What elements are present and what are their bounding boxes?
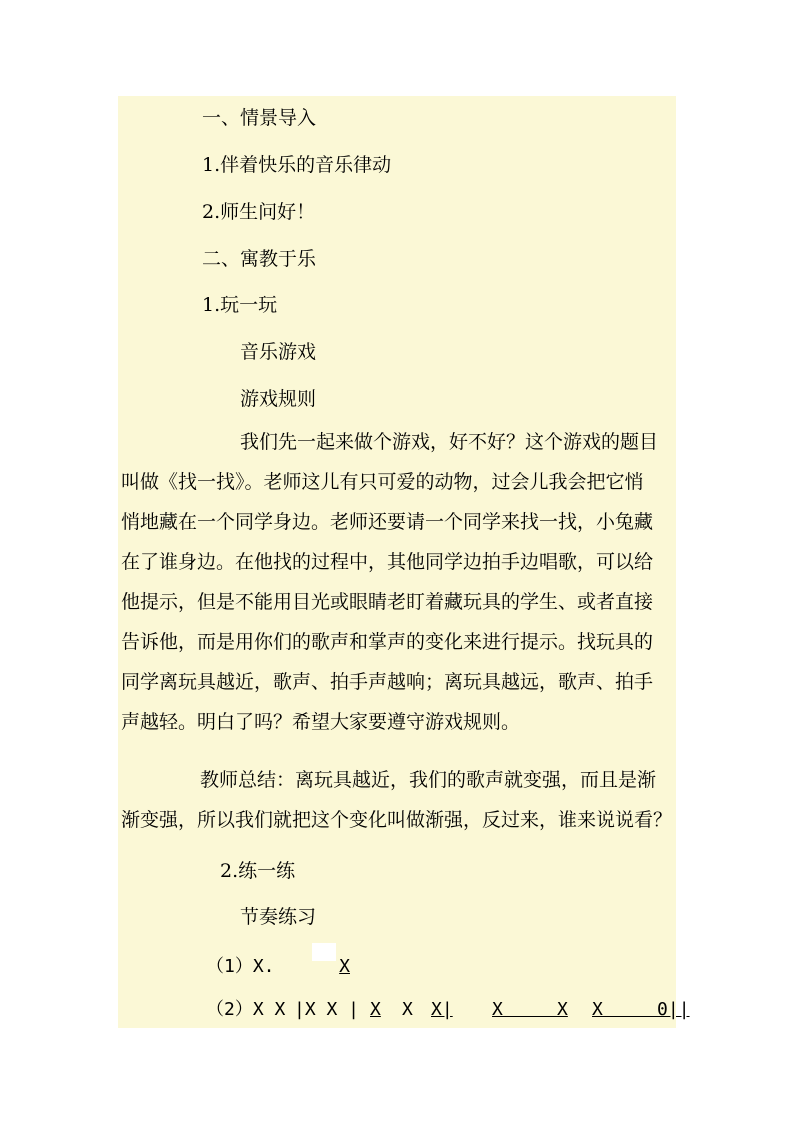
rhythm-label: （1）	[206, 956, 253, 977]
rhythm-note: X X	[252, 999, 286, 1020]
rhythm-line-2-label	[206, 998, 285, 1022]
item-practice: 2.练一练	[220, 860, 296, 882]
subheading-music-game: 音乐游戏	[240, 341, 317, 363]
game-rules-paragraph	[121, 422, 674, 742]
item-greeting: 2.师生问好！	[202, 201, 316, 223]
paragraph-line: 悄地藏在一个同学身边。老师还要请一个同学来找一找，小兔藏	[121, 511, 654, 533]
rhythm-note-underlined: X X	[492, 999, 568, 1020]
paragraph-line: 同学离玩具越近，歌声、拍手声越响；离玩具越远，歌声、拍手	[121, 671, 654, 693]
item-play: 1.玩一玩	[202, 294, 278, 316]
rhythm-note: X.	[252, 956, 275, 977]
teacher-summary-paragraph	[121, 760, 674, 840]
rhythm-label: （2）	[206, 999, 253, 1020]
rhythm-note: X	[402, 999, 413, 1020]
subheading-rhythm-practice: 节奏练习	[240, 906, 317, 928]
paragraph-line: 告诉他，而是用你们的歌声和掌声的变化来进行提示。找玩具的	[121, 631, 654, 653]
item-music-movement: 1.伴着快乐的音乐律动	[202, 154, 392, 176]
paragraph-line: 在了谁身边。在他找的过程中，其他同学边拍手边唱歌，可以给	[121, 551, 654, 573]
heading-teach-through-play: 二、寓教于乐	[202, 248, 317, 270]
rhythm-note-underlined: X	[370, 999, 381, 1020]
paragraph-line: 声越轻。明白了吗？希望大家要遵守游戏规则。	[121, 711, 521, 733]
rhythm-line-1	[206, 955, 275, 979]
paragraph-line: 我们先一起来做个游戏，好不好？这个游戏的题目	[240, 431, 659, 453]
rhythm-note-underlined: X	[339, 956, 350, 977]
rhythm-measure: |X X |	[294, 999, 360, 1020]
rhythm-note-underlined: X|	[431, 999, 453, 1020]
paragraph-line: 渐变强，所以我们就把这个变化叫做渐强，反过来，谁来说说看？	[121, 809, 673, 831]
paragraph-line: 他提示，但是不能用目光或眼睛老盯着藏玩具的学生、或者直接	[121, 591, 654, 613]
rhythm-ending: X 0||	[592, 999, 690, 1020]
paragraph-line: 叫做《找一找》。老师这儿有只可爱的动物，过会儿我会把它悄	[121, 471, 644, 493]
heading-scenario-intro: 一、情景导入	[202, 107, 317, 129]
subheading-game-rules: 游戏规则	[240, 388, 317, 410]
paragraph-line: 教师总结：离玩具越近，我们的歌声就变强，而且是渐	[200, 769, 657, 791]
